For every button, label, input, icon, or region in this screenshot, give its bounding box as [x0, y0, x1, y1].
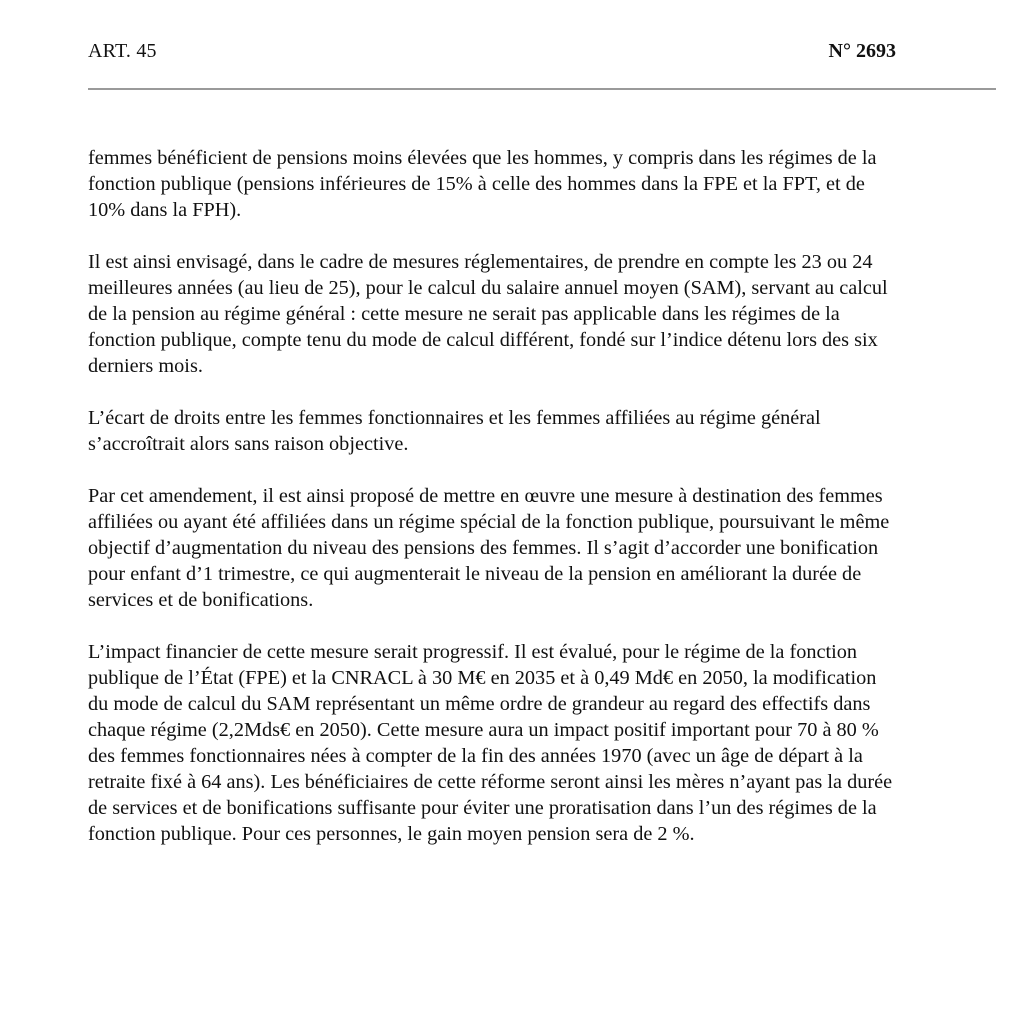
text-line: objectif d’augmentation du niveau des pensions des femmes. Il s’agit d’accorder une bonification — [88, 537, 879, 559]
text-line: affiliées ou ayant été affiliées dans un régime spécial de la fonction publique, poursuivant le même — [88, 511, 890, 533]
article-label: ART. 45 — [88, 40, 157, 62]
text-line: 10% dans la FPH). — [88, 199, 242, 221]
amendment-number: N° 2693 — [828, 40, 896, 62]
text-line: derniers mois. — [88, 355, 203, 377]
text-line: publique de l’État (FPE) et la CNRACL à 30 M€ en 2035 et à 0,49 Md€ en 2050, la modification — [88, 667, 877, 689]
paragraph-4 — [88, 483, 976, 613]
paragraph-2 — [88, 249, 976, 379]
text-line: de services et de bonifications suffisante pour éviter une proratisation dans l’un des régimes de la — [88, 797, 877, 819]
text-line: de la pension au régime général : cette mesure ne serait pas applicable dans les régimes de la — [88, 303, 840, 325]
paragraph-3 — [88, 405, 976, 457]
text-line: pour enfant d’1 trimestre, ce qui augmenterait le niveau de la pension en améliorant la durée de — [88, 563, 862, 585]
paragraph-5 — [88, 639, 976, 847]
text-line: des femmes fonctionnaires nées à compter de la fin des années 1970 (avec un âge de départ à la — [88, 745, 863, 767]
text-line: fonction publique (pensions inférieures de 15% à celle des hommes dans la FPE et la FPT, et de — [88, 173, 865, 195]
text-line: chaque régime (2,2Mds€ en 2050). Cette mesure aura un impact positif important pour 70 à 80 % — [88, 719, 879, 741]
text-line: meilleures années (au lieu de 25), pour le calcul du salaire annuel moyen (SAM), servant au calcul — [88, 277, 888, 299]
text-line: Il est ainsi envisagé, dans le cadre de mesures réglementaires, de prendre en compte les 23 ou 24 — [88, 251, 873, 273]
page-header — [88, 40, 896, 68]
document-body — [88, 145, 976, 873]
text-line: services et de bonifications. — [88, 589, 314, 611]
text-line: fonction publique, compte tenu du mode de calcul différent, fondé sur l’indice détenu lors des six — [88, 329, 878, 351]
header-divider — [88, 88, 996, 90]
text-line: fonction publique. Pour ces personnes, le gain moyen pension sera de 2 %. — [88, 823, 695, 845]
text-line: L’écart de droits entre les femmes fonctionnaires et les femmes affiliées au régime général — [88, 407, 821, 429]
text-line: du mode de calcul du SAM représentant un même ordre de grandeur au regard des effectifs dans — [88, 693, 871, 715]
paragraph-1 — [88, 145, 976, 223]
text-line: retraite fixé à 64 ans). Les bénéficiaires de cette réforme seront ainsi les mères n’ayant pas la durée — [88, 771, 893, 793]
text-line: Par cet amendement, il est ainsi proposé de mettre en œuvre une mesure à destination des femmes — [88, 485, 883, 507]
text-line: femmes bénéficient de pensions moins élevées que les hommes, y compris dans les régimes de la — [88, 147, 877, 169]
text-line: s’accroîtrait alors sans raison objective. — [88, 433, 409, 455]
text-line: L’impact financier de cette mesure serait progressif. Il est évalué, pour le régime de la fonction — [88, 641, 858, 663]
